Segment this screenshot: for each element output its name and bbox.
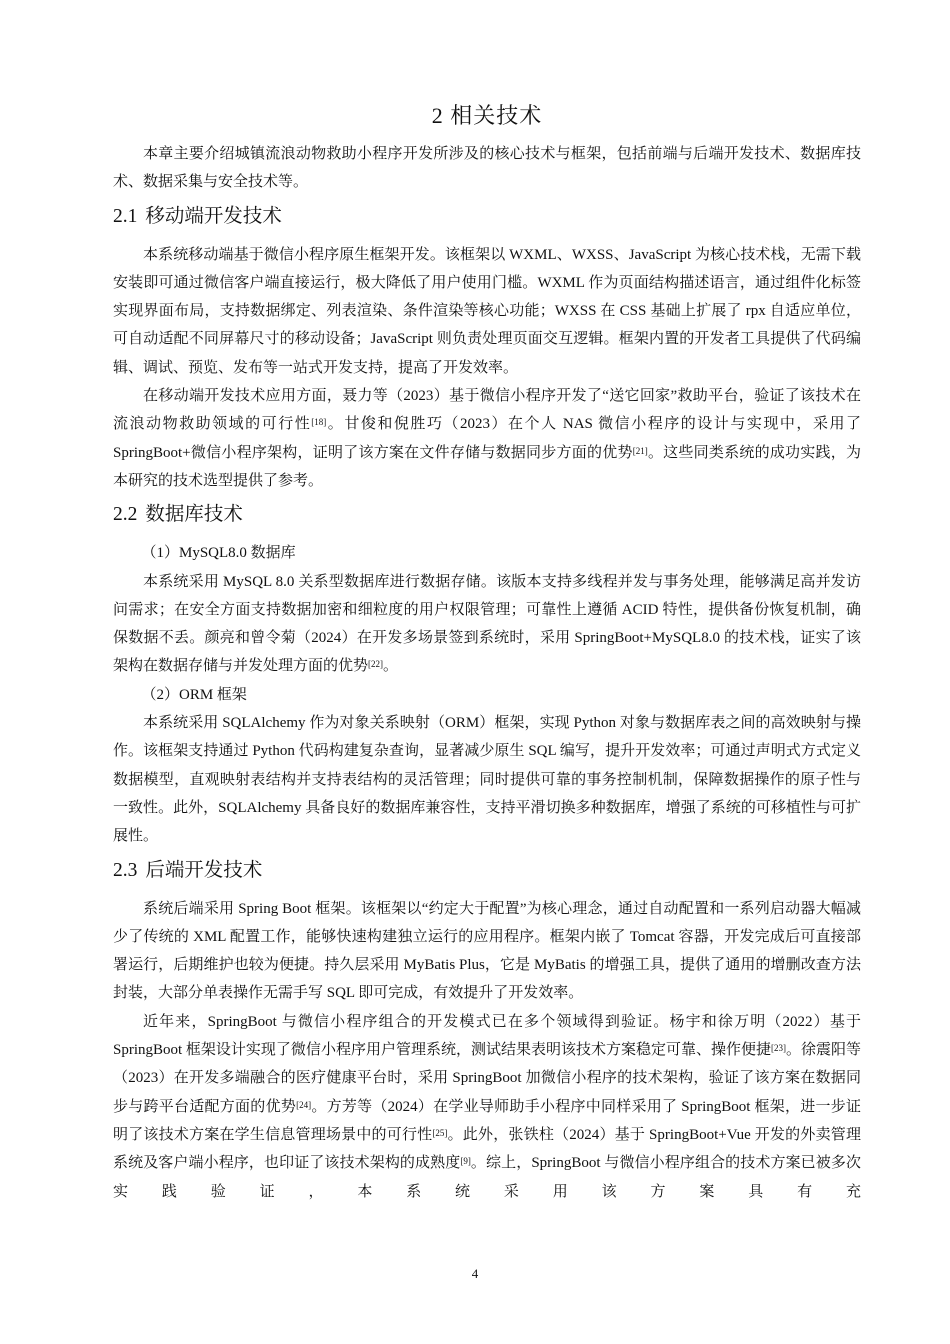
section-2-2-heading xyxy=(113,495,861,539)
paragraph-backend-applications xyxy=(113,1008,861,1206)
section-number: 2.3 xyxy=(113,859,138,881)
section-title: 数据库技术 xyxy=(145,504,243,526)
paragraph-mobile-applications xyxy=(113,382,861,495)
body-flow xyxy=(113,140,861,1206)
text-run: 近年来，SpringBoot 与微信小程序组合的开发模式已在多个领域得到验证。杨宇和徐万明（2022）基于 SpringBoot 框架设计实现了微信小程序用户管理系统，测试结果表明该技术方案稳定可靠、操作便捷 xyxy=(113,1013,861,1059)
chapter-title: 2 相关技术 xyxy=(431,103,543,128)
section-title: 后端开发技术 xyxy=(145,859,263,881)
paragraph-orm: 本系统采用 SQLAlchemy 作为对象关系映射（ORM）框架，实现 Python 对象与数据库表之间的高效映射与操作。该框架支持通过 Python 代码构建复杂查询，显著减少原生 SQL 编写，提升开发效率；可通过声明式方式定义数据模型，直观映射表结构并支持表结构的灵活管理；同时提供可靠的事务控制机制，保障数据操作的原子性与一致性。此外，SQLAlchemy 具备良好的数据库兼容性，支持平滑切换多种数据库，增强了系统的可移植性与可扩展性。 xyxy=(113,715,861,845)
intro-paragraph: 本章主要介绍城镇流浪动物救助小程序开发所涉及的核心技术与框架，包括前端与后端开发技术、数据库技术、数据采集与安全技术等。 xyxy=(113,146,861,191)
text-run: 。这些同类系统的成功实践，为本研究的技术选型提供了参考。 xyxy=(113,444,861,489)
citation: [23] xyxy=(770,1043,786,1054)
text-run: 。徐震阳等（2023）在开发多端融合的医疗健康平台时，采用 SpringBoot 加微信小程序的技术架构，验证了该方案在数据同步与跨平台适配方面的优势 xyxy=(113,1042,861,1115)
text-run: 。 xyxy=(383,658,399,675)
citation: [9] xyxy=(460,1156,471,1167)
section-number: 2.1 xyxy=(113,205,138,227)
section-2-1-heading xyxy=(113,197,861,241)
section-2-3-heading xyxy=(113,851,861,895)
paragraph-springboot: 系统后端采用 Spring Boot 框架。该框架以“约定大于配置”为核心理念，通过自动配置和一系列启动器大幅减少了传统的 XML 配置工作，能够快速构建独立运行的应用程序。框架内嵌了 Tomcat 容器，开发完成后可直接部署运行，后期维护也较为便捷。持久层采用 MyBatis Plus，它是 MyBatis 的增强工具，提供了通用的增删改查方法封装，大部分单表操作无需手写 SQL 即可完成，有效提升了开发效率。 xyxy=(113,900,861,1002)
text-run: 。综上，SpringBoot 与微信小程序组合的技术方案已被多次实践验证，本系统采用该方案具有充 xyxy=(113,1155,861,1200)
citation: [25] xyxy=(432,1127,448,1138)
text-run: 在移动端开发技术应用方面，聂力等（2023）基于微信小程序开发了“送它回家”救助平台，验证了该技术在流浪动物救助领域的可行性 xyxy=(113,388,861,433)
subheading-orm: （2）ORM 框架 xyxy=(141,686,247,703)
section-number: 2.2 xyxy=(113,504,138,526)
text-run: 本系统采用 MySQL 8.0 关系型数据库进行数据存储。该版本支持多线程并发与事务处理，能够满足高并发访问需求；在安全方面支持数据加密和细粒度的用户权限管理；可靠性上遵循 ACID 特性，提供备份恢复机制，确保数据不丢。颜亮和曾令菊（2024）在开发多场景签到系统时，采用 SpringBoot+MySQL8.0 的技术栈，证实了该架构在数据存储与并发处理方面的优势 xyxy=(113,573,861,675)
page-number: 4 xyxy=(471,1266,479,1281)
paragraph-mobile-framework: 本系统移动端基于微信小程序原生框架开发。该框架以 WXML、WXSS、JavaScript 为核心技术栈，无需下载安装即可通过微信客户端直接运行，极大降低了用户使用门槛。WXML 作为页面结构描述语言，通过组件化标签实现界面布局，支持数据绑定、列表渲染、条件渲染等核心功能；WXSS 在 CSS 基础上扩展了 rpx 自适应单位，可自动适配不同屏幕尺寸的移动设备；JavaScript 则负责处理页面交互逻辑。框架内置的开发者工具提供了代码编辑、调试、预览、发布等一站式开发支持，提高了开发效率。 xyxy=(113,246,861,376)
text-run: 。此外，张铁柱（2024）基于 SpringBoot+Vue 开发的外卖管理系统及客户端小程序，也印证了该技术架构的成熟度 xyxy=(113,1126,861,1172)
subheading-mysql: （1）MySQL8.0 数据库 xyxy=(141,545,296,562)
citation: [22] xyxy=(368,659,384,670)
paragraph-mysql xyxy=(113,568,861,681)
section-title: 移动端开发技术 xyxy=(145,205,282,227)
text-run: 。方芳等（2024）在学业导师助手小程序中同样采用了 SpringBoot 框架，进一步证明了该技术方案在学生信息管理场景中的可行性 xyxy=(113,1098,861,1143)
citation: [24] xyxy=(296,1099,312,1110)
text-run: 。甘俊和倪胜巧（2023）在个人 NAS 微信小程序的设计与实现中，采用了 SpringBoot+微信小程序架构，证明了该方案在文件存储与数据同步方面的优势 xyxy=(113,416,861,461)
citation: [18] xyxy=(311,417,327,428)
citation: [21] xyxy=(632,445,648,456)
